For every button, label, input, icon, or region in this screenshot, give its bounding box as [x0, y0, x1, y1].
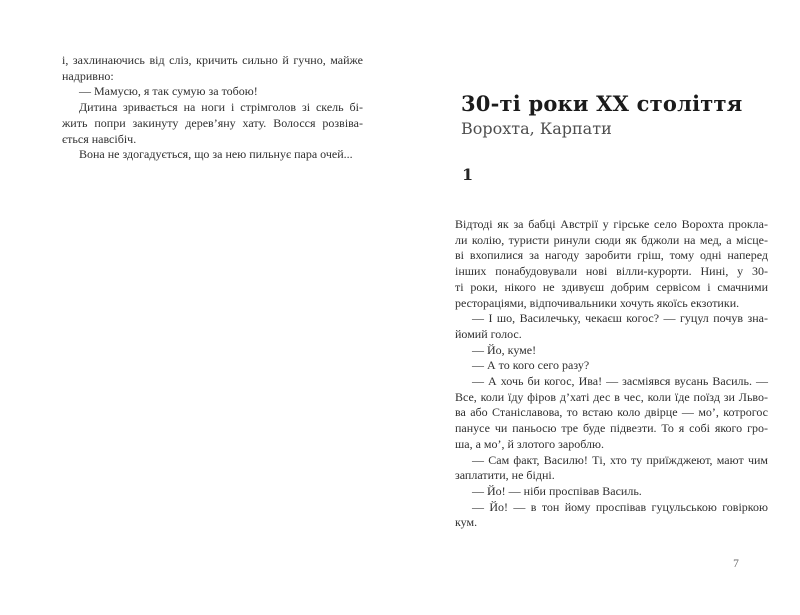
text-line: Дитина зривається на ноги і стрімголов зі скель бі-: [79, 100, 363, 115]
page-number: 7: [733, 558, 739, 570]
text-line: — А то кого сего разу?: [472, 358, 590, 373]
chapter-heading: [461, 92, 742, 138]
text-line: — А хочь би когос, Ива! — засміявся вусань Василь. —: [472, 374, 768, 389]
text-line: — Мамусю, я так сумую за тобою!: [79, 84, 258, 99]
paragraph: [455, 484, 768, 500]
section-number: 1: [462, 165, 474, 184]
right-page-text-column: [455, 217, 768, 531]
paragraph: [455, 311, 768, 342]
text-line: Все, коли їду фіров д’хаті дес в чес, коли їде поїзд зи Льво-: [455, 389, 768, 404]
text-line: і, захлинаючись від сліз, кричить сильно й гучно, майже: [62, 53, 363, 67]
text-line: ли колію, туристи ринули сюди як бджоли на мед, а місце-: [455, 232, 768, 247]
text-line: інших понабудовували нові вілли-курорти. Нині, у 30-: [455, 264, 768, 279]
text-line: заплатити, не бідні.: [455, 468, 555, 483]
paragraph: [455, 343, 768, 359]
chapter-place-subtitle: Ворохта, Карпати: [461, 119, 612, 138]
text-line: Відтоді як за бабці Австрії у гірське село Ворохта прокла-: [455, 217, 768, 231]
paragraph: [62, 53, 363, 84]
paragraph: [62, 100, 363, 147]
text-line: — Йо! — ніби проспівав Василь.: [472, 483, 642, 498]
text-line: — І шо, Василечьку, чекаєш когос? — гуцул почув зна-: [472, 311, 768, 326]
text-line: йомий голос.: [455, 326, 522, 341]
paragraph: [62, 147, 363, 163]
paragraph: [455, 217, 768, 311]
paragraph: [62, 84, 363, 100]
text-line: надривно:: [62, 68, 114, 83]
paragraph: [455, 374, 768, 453]
text-line: — Йо, куме!: [472, 342, 537, 357]
text-line: жить попри закинуту дерев’яну хату. Волосся розвіва-: [62, 115, 363, 130]
left-page-text-column: [62, 53, 363, 163]
text-line: кум.: [455, 515, 478, 530]
paragraph: [455, 358, 768, 374]
text-line: ві вхопилися за нагоду заробити гріш, тому одні наперед: [455, 248, 768, 263]
text-line: ша, а мо’, й злотого зароблю.: [455, 436, 605, 451]
text-line: рестораціями, відпочивальники хочуть якоїсь екзотики.: [455, 295, 740, 310]
text-line: панусе чи паньосю тре буде підвезти. То я собі якого гро-: [455, 421, 768, 436]
text-line: — Сам факт, Василю! Ті, хто ту приїжджеют, мают чим: [472, 452, 768, 467]
text-line: — Йо! — в тон йому проспівав гуцульською говіркою: [472, 499, 768, 514]
text-line: Вона не здогадується, що за нею пильнує пара очей...: [79, 147, 353, 162]
text-line: ті роки, нікого не здивуєш добрим сервісом і смачними: [455, 279, 768, 294]
text-line: ється навсібіч.: [62, 131, 137, 146]
chapter-era-title: 30-ті роки XX століття: [461, 91, 743, 116]
paragraph: [455, 453, 768, 484]
text-line: ва або Станіславова, то встаю коло двірце — мо’, котрогос: [455, 405, 768, 420]
paragraph: [455, 500, 768, 531]
